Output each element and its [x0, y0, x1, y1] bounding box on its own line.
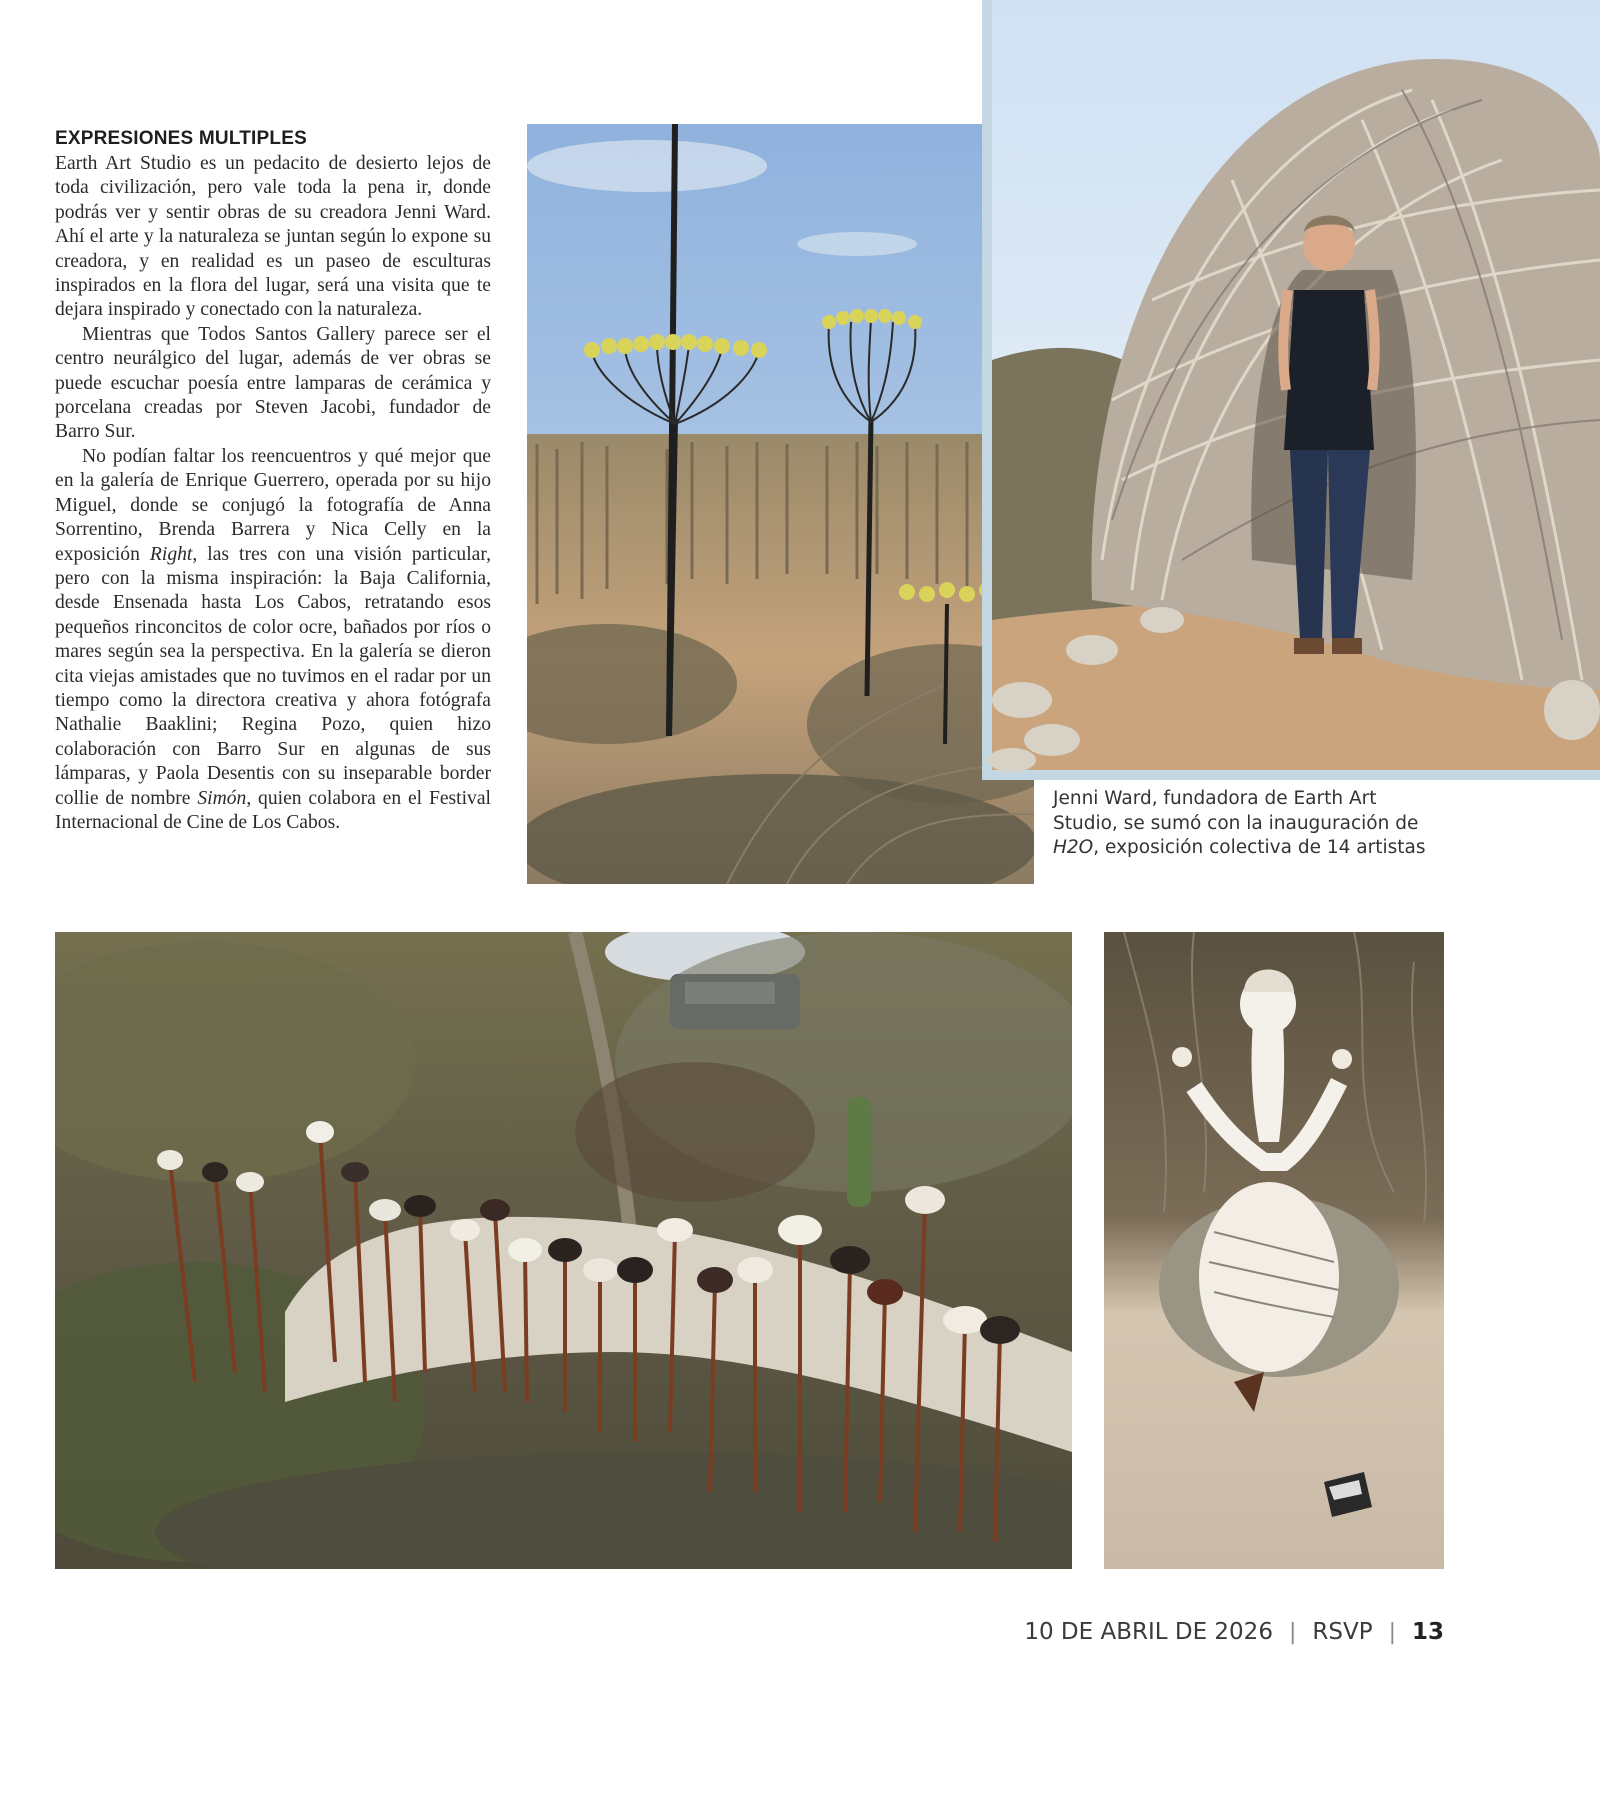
section-heading: EXPRESIONES MULTIPLES	[55, 128, 307, 149]
caption-text-b: , exposición colectiva de 14 artistas	[1093, 837, 1426, 858]
paragraph-3-text-b: , las tres con una visión particular, pero con la misma inspiración: la Baja California, desde Ensenada hasta Los Cabos, retratando esos pequeños rinconcitos de color ocre, bañados por ríos o mares según sea la perspectiva. En la galería se dieron cita viejas amistades que no tuvimos en el radar por un tiempo como la directora creativa y ahora fotógrafa Nathalie Baaklini; Regina Pozo, quien hizo colaboración con Barro Sur en algunas de sus lámparas, y Paola Desentis con su inseparable border collie de nombre	[55, 543, 491, 809]
photo-ceramic-figure-sculpture	[1104, 932, 1444, 1569]
photo-caption	[1053, 787, 1433, 861]
dog-name-simon: Simón	[197, 787, 247, 809]
magazine-name: RSVP	[1312, 1619, 1373, 1645]
footer-separator: |	[1288, 1619, 1297, 1645]
paragraph-3-text-a: No podían faltar los reencuentros y qué mejor que en la galería de Enrique Guerrero, operada por su hijo Miguel, donde se conjugó la fotografía de Anna Sorrentino, Brenda Barrera y Nica Celly en la exposición	[55, 445, 491, 565]
caption-text-a: Jenni Ward, fundadora de Earth Art Studio, se sumó con la inauguración de	[1053, 788, 1419, 834]
page-number: 13	[1411, 1619, 1444, 1645]
issue-date: 10 DE ABRIL DE 2026	[1024, 1619, 1273, 1645]
paragraph-3-text-c: , quien colabora en el Festival Internacional de Cine de Los Cabos.	[55, 787, 491, 833]
article-paragraph-2: Mientras que Todos Santos Gallery parece ser el centro neurálgico del lugar, además de ver obras se puede escuchar poesía entre lamparas de cerámica y porcelana creadas por Steven Jacobi, fundador de Barro Sur.	[55, 323, 491, 443]
photo-ceramic-stones-on-stakes	[55, 932, 1072, 1569]
page-footer	[1024, 1619, 1444, 1645]
article-column	[55, 128, 491, 835]
photo-jenni-ward-woven-dome	[982, 0, 1600, 780]
footer-separator: |	[1388, 1619, 1396, 1645]
exhibition-title-right: Right	[149, 543, 193, 565]
article-paragraph-1: Earth Art Studio es un pedacito de desierto lejos de toda civilización, pero vale toda la pena ir, donde podrás ver y sentir obras de su creadora Jenni Ward. Ahí el arte y la naturaleza se juntan según lo expone su creadora, y en realidad es un paseo de esculturas inspirados en la flora del lugar, será una visita que te dejara inspirado y conectado con la naturaleza.	[55, 153, 491, 321]
photo-desert-flower-sculptures	[527, 124, 1034, 884]
exhibition-title-h2o: H2O	[1053, 837, 1094, 858]
article-paragraph-3	[55, 445, 491, 836]
